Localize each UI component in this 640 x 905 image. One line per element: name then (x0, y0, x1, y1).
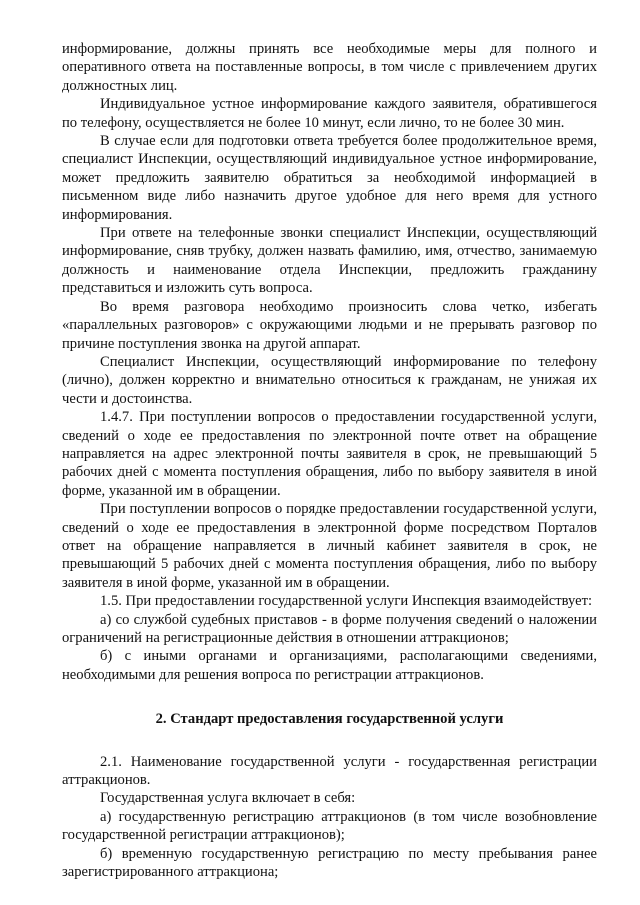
paragraph-longer-preparation: В случае если для подготовки ответа требуется более продолжительное время, специалист Инспекции, осуществляющий индивидуальное устное информирование, может предложить заявителю обратиться за необходимой информацией в письменном виде либо назначить другое удобное для него время для устного информирования. (62, 133, 597, 223)
paragraph-1-4-7: 1.4.7. При поступлении вопросов о предоставлении государственной услуги, сведений о ходе ее предоставления по электронной почте ответ на обращение направляется на адрес электронной почты заявителя в срок, не превышающий 5 рабочих дней с момента поступления обращения, либо по выбору заявителя в иной форме, указанной им в обращении. (62, 409, 597, 499)
paragraph-portal-answer: При поступлении вопросов о порядке предоставлении государственной услуги, сведений о ходе ее предоставления в электронной форме посредством Порталов ответ на обращение направляется в личный кабинет заявителя в срок, не превышающий 5 рабочих дней с момента поступления обращения, либо по выбору заявителя в иной форме, указанной им в обращении. (62, 501, 597, 591)
paragraph-1-5: 1.5. При предоставлении государственной услуги Инспекция взаимодействует: (100, 593, 593, 610)
paragraph-item-b-organizations: б) с иными органами и организациями, располагающими сведениями, необходимыми для решения вопроса по регистрации аттракционов. (62, 648, 597, 683)
paragraph-continuation: информирование, должны принять все необходимые меры для полного и оперативного ответа на поставленные вопросы, в том числе с привлечением других должностных лиц. (62, 41, 597, 94)
paragraph-item-a-bailiffs: а) со службой судебных приставов - в форме получения сведений о наложении ограничений на регистрационные действия в отношении аттракционов; (62, 611, 597, 646)
paragraph-oral-info-time: Индивидуальное устное информирование каждого заявителя, обратившегося по телефону, осуществляется не более 10 минут, если лично, то не более 30 мин. (62, 96, 597, 131)
paragraph-service-includes: Государственная услуга включает в себя: (100, 790, 356, 807)
paragraph-politeness: Специалист Инспекции, осуществляющий информирование по телефону (лично), должен корректно и внимательно относиться к гражданам, не унижая их чести и достоинства. (62, 353, 597, 407)
section-heading: 2. Стандарт предоставления государственной услуги (155, 711, 504, 728)
paragraph-conversation-rules: Во время разговора необходимо произносить слова четко, избегать «параллельных разговоров» с окружающими людьми и не прерывать разговор по причине поступления звонка на другой аппарат. (62, 298, 597, 352)
paragraph-phone-answer: При ответе на телефонные звонки специалист Инспекции, осуществляющий информирование, сняв трубку, должен назвать фамилию, имя, отчество, занимаемую должность и наименование отдела Инспекции, предложить гражданину представиться и изложить суть вопроса. (62, 225, 597, 297)
paragraph-item-b-temporary: б) временную государственную регистрацию по месту пребывания ранее зарегистрированного аттракциона; (62, 845, 597, 881)
document-page (62, 40, 597, 881)
paragraph-item-a-registration: а) государственную регистрацию аттракционов (в том числе возобновление государственной регистрации аттракционов); (62, 808, 597, 844)
paragraph-2-1: 2.1. Наименование государственной услуги - государственная регистрации аттракционов. (62, 753, 597, 789)
